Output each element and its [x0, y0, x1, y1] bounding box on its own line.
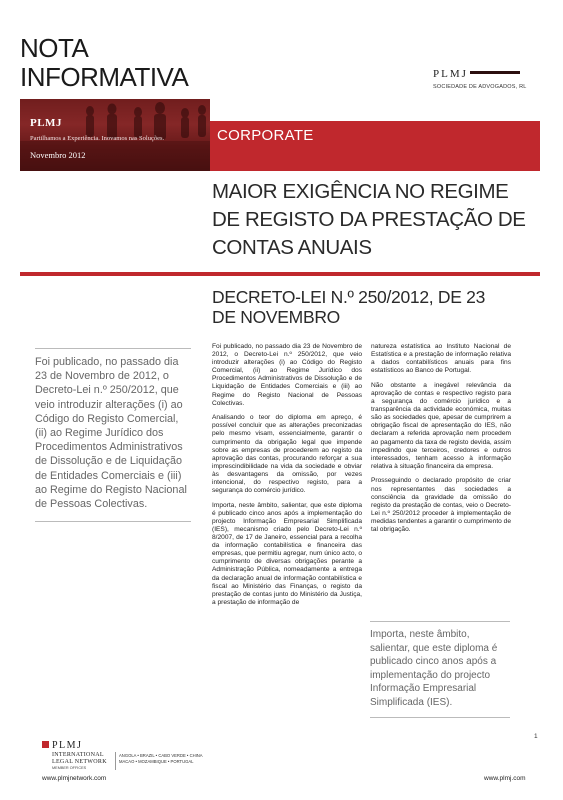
document-type-title: [20, 34, 188, 92]
body-column-1: [212, 343, 362, 613]
document-type-line1: NOTA: [20, 33, 89, 63]
footer-logo-line2: LEGAL NETWORK: [52, 759, 107, 765]
document-type-line2: INFORMATIVA: [20, 62, 189, 92]
footer-logo: [42, 740, 242, 770]
article-title-line3: CONTAS ANUAIS: [212, 236, 372, 259]
article-subtitle-line2: DE NOVEMBRO: [212, 307, 340, 327]
section-label: CORPORATE: [217, 127, 314, 144]
footer-divider: [115, 752, 116, 770]
pull-quote-left: Foi publicado, no passado dia 23 de Novembro de 2012, o Decreto-Lei n.º 250/2012, que veio introduzir alterações (i) ao Código do Registo Comercial, (ii) ao Regime Jurídico dos Procedimentos Administrativos de Dissolução e de Liquidação de Entidades Comerciais e (iii) ao Regime do Registo Nacional de Pessoas Colectivas.: [35, 348, 191, 522]
body-paragraph: Importa, neste âmbito, salientar, que este diploma é publicado cinco anos após a implementação do projecto Informação Empresarial Simplificada (IES), mecanismo criado pelo Decreto-Lei n.º 8/2007, de 17 de Janeiro, essencial para a recolha da informação contabilística e financeira das empresas, que permitiu agregar, num único acto, o cumprimento de diversas obrigações perante a Administração Pública, nomeadamente a entrega da declaração anual de informação contabilística e fiscal ao Ministério das Finanças, o registo da prestação de contas junto do Ministério da Justiça, a prestação de informação de: [212, 501, 362, 606]
banner-photo: [20, 99, 210, 171]
section-banner: [210, 121, 540, 171]
divider-rule: [20, 272, 540, 276]
footer-logo-name: PLMJ: [52, 740, 83, 751]
logo-subtitle: SOCIEDADE DE ADVOGADOS, RL: [433, 84, 527, 90]
article-title-line1: MAIOR EXIGÊNCIA NO REGIME: [212, 180, 509, 203]
firm-website-link[interactable]: www.plmj.com: [484, 775, 526, 782]
pull-quote-right: Importa, neste âmbito, salientar, que este diploma é publicado cinco anos após a implementação do projecto Informação Empresarial Simplificada (IES).: [370, 621, 510, 718]
body-paragraph: Prosseguindo o declarado propósito de criar nos representantes das sociedades a consciência da gravidade da omissão do registo da prestação de contas, veio o Decreto-Lei n.º 250/2012 proceder à implementação de medidas tendentes a garantir o cumprimento de tal obrigação.: [371, 477, 512, 533]
body-paragraph: Não obstante a inegável relevância da aprovação de contas e respectivo registo para a segurança do comércio jurídico e a transparência da actividade económica, muitas são as sociedades que, apesar de cumprirem a obrigação fiscal de apresentação do IES, não declaram a referida aprovação nem procedem ao pagamento da taxa de registo devida, assim impedindo que terceiros, credores e outros interessados, tenham acesso à informação relativa à situação financeira da empresa.: [371, 381, 511, 470]
network-website-link[interactable]: www.plmjnetwork.com: [42, 775, 107, 782]
page-number: 1: [534, 733, 538, 740]
banner-tagline: Partilhamos a Experiência. Inovamos nas Soluções.: [30, 135, 165, 142]
footer-countries-line2: MACAO • MOZAMBIQUE • PORTUGAL: [119, 759, 194, 764]
plmj-logo: [433, 64, 553, 90]
footer-logo-line3: MEMBER OFFICES: [52, 766, 87, 770]
body-paragraph: natureza estatística ao Instituto Nacional de Estatística e a prestação de informação relativa a dados contabilísticos anuais para fins estatísticos ao Banco de Portugal.: [371, 343, 511, 375]
article-subtitle: [212, 287, 542, 327]
article-title-line2: DE REGISTO DA PRESTAÇÃO DE: [212, 208, 526, 231]
banner-brand: PLMJ: [30, 117, 62, 129]
body-paragraph: Analisando o teor do diploma em apreço, é possível concluir que as alterações preconizadas pelo mesmo visam, essencialmente, garantir o cumprimento da obrigação legal que impende sobre as empresas de procederem ao registo da aprovação das contas, procurando reforçar a sua imprescindibilidade na vida da sociedade e obviar às desvantagens da omissão, por vezes intencional, do respectivo registo, para a segurança do comércio jurídico.: [212, 414, 362, 495]
logo-square-icon: [42, 741, 49, 748]
footer-logo-line1: INTERNATIONAL: [52, 752, 104, 758]
article-title: [212, 178, 542, 262]
banner-date: Novembro 2012: [30, 150, 86, 160]
body-paragraph: Foi publicado, no passado dia 23 de Novembro de 2012, o Decreto-Lei n.º 250/2012, que veio introduzir alterações (i) ao Código do Registo Comercial, (ii) ao Regime Jurídico dos Procedimentos Administrativos de Dissolução e de Liquidação de Entidades Comerciais e (iii) ao Regime do Registo Nacional de Pessoas Colectivas.: [212, 343, 362, 407]
logo-bar: [470, 71, 520, 74]
logo-name: PLMJ: [433, 68, 468, 80]
body-column-2: [371, 343, 511, 541]
footer-countries-line1: ANGOLA • BRAZIL • CABO VERDE • CHINA: [119, 753, 203, 758]
article-subtitle-line1: DECRETO-LEI N.º 250/2012, DE 23: [212, 287, 486, 307]
